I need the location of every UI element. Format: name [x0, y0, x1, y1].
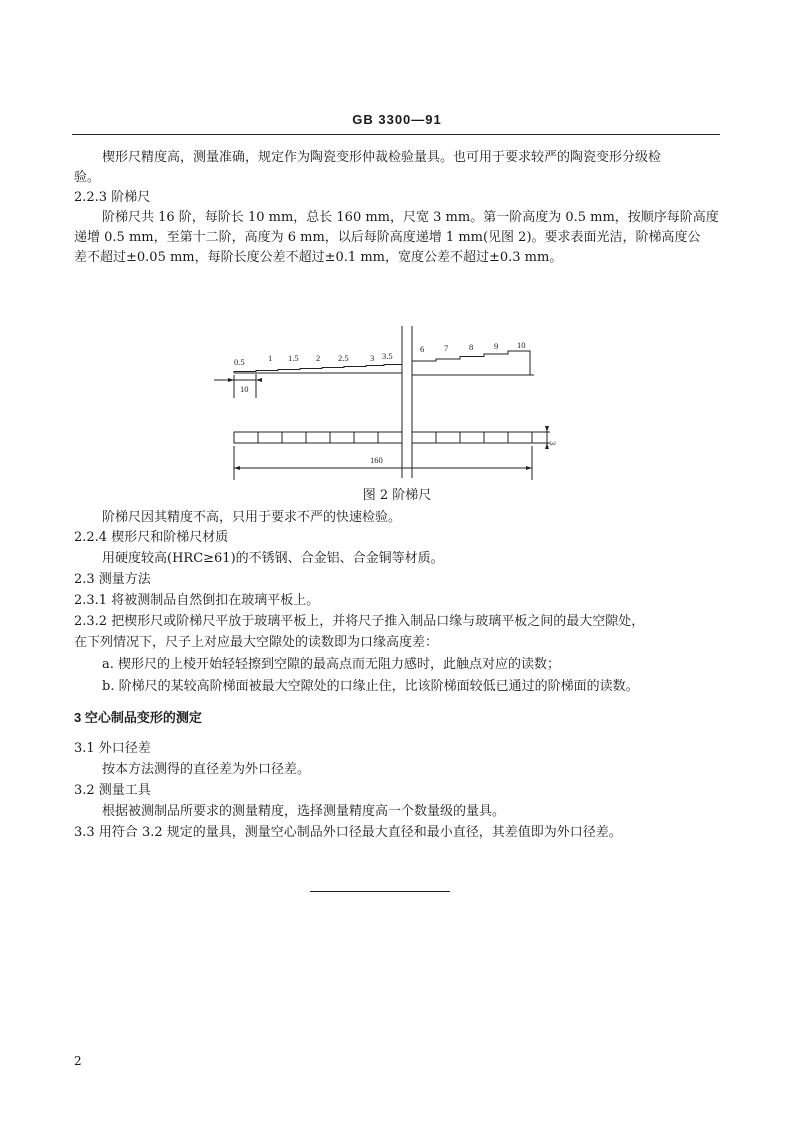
paragraph-line: 递增 0.5 mm，至第十二阶，高度为 6 mm，以后每阶高度递增 1 mm(见图 2)。要求表面光洁，阶梯高度公 — [74, 230, 701, 245]
end-rule — [310, 891, 450, 892]
paragraph-line: 差不超过±0.05 mm，每阶长度公差不超过±0.1 mm，宽度公差不超过±0.3 mm。 — [74, 250, 563, 265]
dim-step-label: 10 — [240, 384, 249, 394]
paragraph-line: 3.3 用符合 3.2 规定的量具，测量空心制品外口径最大直径和最小直径，其差值即为外口径差。 — [74, 825, 622, 840]
step-label: 8 — [469, 342, 474, 352]
section-3-title: 3 空心制品变形的测定 — [74, 710, 202, 725]
dim-width-label: 3 — [548, 441, 558, 446]
paragraph-line: 在下列情况下，尺子上对应最大空隙处的读数即为口缘高度差： — [74, 635, 439, 650]
paragraph-line: 阶梯尺因其精度不高，只用于要求不严的快速检验。 — [102, 510, 402, 525]
plan-segment-ticks — [258, 432, 508, 443]
step-label: 1.5 — [288, 353, 299, 363]
ruler-steps-left — [234, 365, 402, 374]
header-rule — [72, 134, 720, 135]
heading-2-2-3: 2.2.3 阶梯尺 — [74, 190, 151, 205]
paragraph-line: 验。 — [74, 170, 101, 185]
paragraph-line: 阶梯尺共 16 阶，每阶长 10 mm，总长 160 mm，尺宽 3 mm。第一阶高度为 0.5 mm，按顺序每阶高度 — [102, 210, 719, 225]
step-label: 9 — [494, 341, 499, 351]
paragraph-line: 根据被测制品所要求的测量精度，选择测量精度高一个数量级的量具。 — [102, 804, 506, 819]
header-title: GB 3300—91 — [352, 112, 442, 127]
dim-total-label: 160 — [370, 455, 383, 465]
list-item-b: b. 阶梯尺的某较高阶梯面被最大空隙处的口缘止住，比该阶梯面较低已通过的阶梯面的读数。 — [102, 679, 639, 694]
step-label: 7 — [444, 343, 449, 353]
dimension-arrows — [228, 378, 549, 470]
step-label: 10 — [517, 340, 526, 350]
step-ruler-figure — [214, 318, 558, 490]
step-label: 3 — [370, 353, 375, 363]
ruler-plan-left — [234, 432, 402, 443]
figure-caption: 图 2 阶梯尺 — [362, 488, 432, 503]
paragraph-line: 用硬度较高(HRC≥61)的不锈钢、合金铝、合金铜等材质。 — [102, 551, 444, 566]
paragraph-line: 2.3.1 将被测制品自然倒扣在玻璃平板上。 — [74, 593, 320, 608]
heading-2-3: 2.3 测量方法 — [74, 572, 151, 587]
step-label: 2.5 — [338, 353, 349, 363]
list-item-a: a. 楔形尺的上棱开始轻轻擦到空隙的最高点而无阻力感时，此触点对应的读数； — [102, 657, 561, 672]
paragraph-line: 楔形尺精度高，测量准确，规定作为陶瓷变形仲裁检验量具。也可用于要求较严的陶瓷变形分级检 — [102, 150, 662, 165]
paragraph-line: 2.3.2 把楔形尺或阶梯尺平放于玻璃平板上，并将尺子推入制品口缘与玻璃平板之间的最大空隙处， — [74, 614, 645, 629]
step-label: 1 — [268, 353, 273, 363]
step-label: 3.5 — [382, 351, 393, 361]
paragraph-line: 按本方法测得的直径差为外口径差。 — [102, 762, 311, 777]
heading-3-2: 3.2 测量工具 — [74, 783, 151, 798]
ruler-plan-right — [412, 432, 532, 443]
heading-3-1: 3.1 外口径差 — [74, 741, 151, 756]
page-number: 2 — [74, 1054, 82, 1068]
step-label: 2 — [316, 353, 321, 363]
step-label: 6 — [420, 344, 425, 354]
step-label: 0.5 — [234, 357, 245, 367]
heading-2-2-4: 2.2.4 楔形尺和阶梯尺材质 — [74, 530, 229, 545]
ruler-steps-right — [412, 351, 530, 375]
